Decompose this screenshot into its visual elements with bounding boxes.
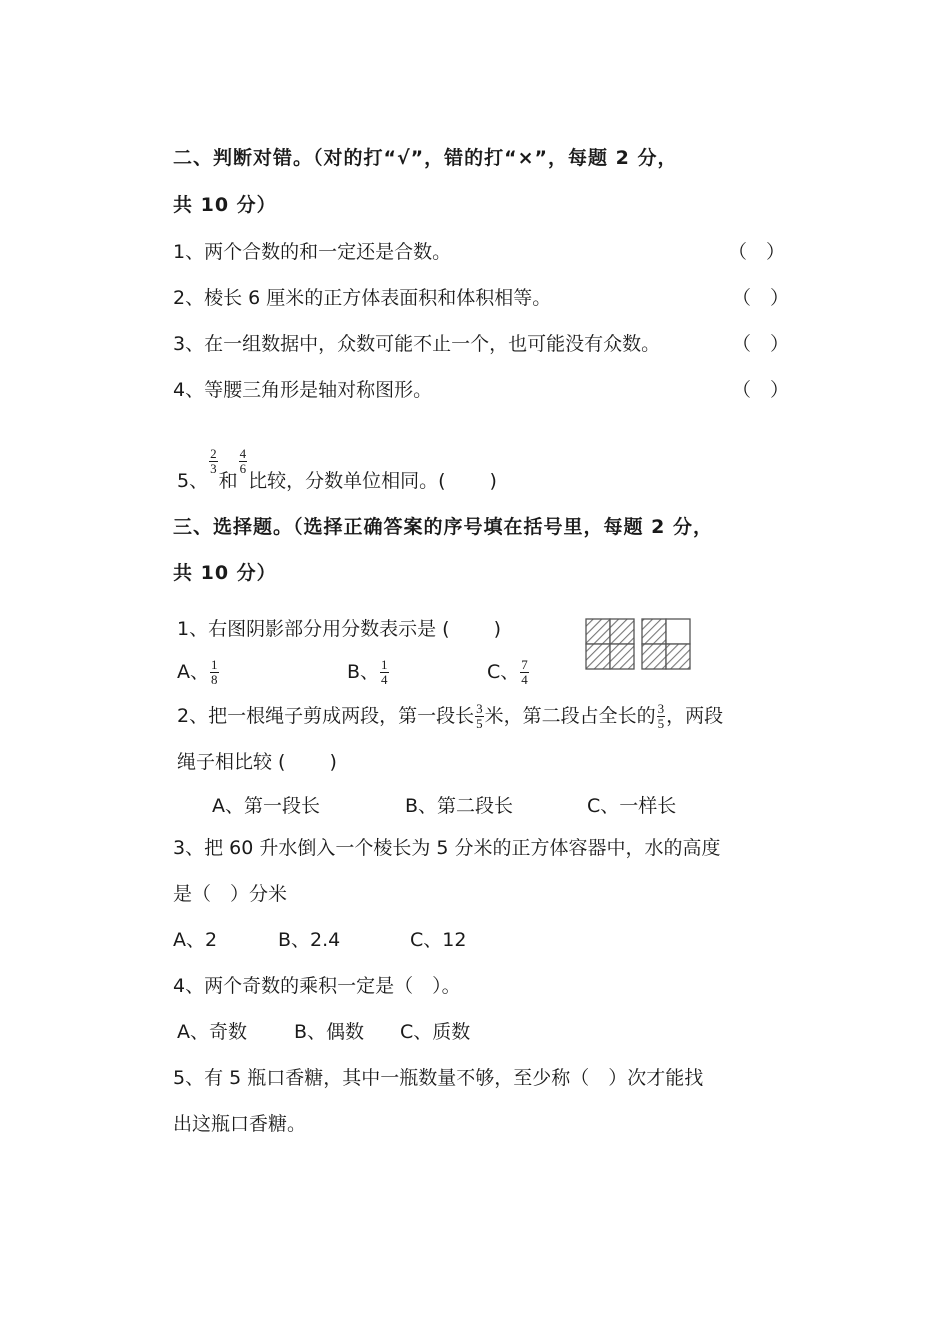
choice-q3-line1: 3、把 60 升水倒入一个棱长为 5 分米的正方体容器中，水的高度 bbox=[173, 837, 721, 859]
section3-heading-line1: 三、选择题。（选择正确答案的序号填在括号里，每题 2 分， bbox=[173, 516, 713, 538]
judge-item-5-mid: 和 bbox=[218, 470, 238, 492]
judge-item-5 bbox=[177, 447, 497, 493]
judge-item-2: 2、棱长 6 厘米的正方体表面积和体积相等。 bbox=[173, 287, 552, 309]
choice-q4-text: 4、两个奇数的乘积一定是（ ）。 bbox=[173, 975, 461, 997]
left-square bbox=[586, 619, 634, 669]
q1-option-b[interactable]: B、 $\frac{1}{4}$ bbox=[347, 657, 388, 687]
judge-blank-3[interactable]: （ ） bbox=[732, 333, 790, 355]
choice-q5-line2: 出这瓶口香糖。 bbox=[173, 1113, 307, 1135]
q2-fraction-1: $\frac{3}{5}$ bbox=[476, 701, 483, 731]
section2-heading-line2: 共 10 分） bbox=[173, 194, 277, 216]
q1-option-a-fraction: $\frac{1}{8}$ bbox=[211, 657, 218, 687]
judge-blank-2[interactable]: （ ） bbox=[732, 287, 790, 309]
right-square bbox=[642, 619, 690, 669]
choice-q2-line2: 绳子相比较 ( ) bbox=[177, 751, 337, 773]
cell-5 bbox=[642, 619, 666, 644]
section3-heading-line2: 共 10 分） bbox=[173, 562, 277, 584]
q4-option-a[interactable]: A、奇数 bbox=[177, 1021, 247, 1043]
choice-q3-line2: 是（ ）分米 bbox=[173, 883, 288, 905]
q3-option-c[interactable]: C、12 bbox=[410, 929, 467, 951]
q2-option-a[interactable]: A、第一段长 bbox=[212, 795, 320, 817]
q1-option-c-fraction: $\frac{7}{4}$ bbox=[521, 657, 528, 687]
cell-1 bbox=[586, 619, 610, 644]
judge-item-5-prefix: 5、 bbox=[177, 470, 209, 492]
cell-8 bbox=[666, 644, 690, 669]
q3-option-a[interactable]: A、2 bbox=[173, 929, 218, 951]
judge-item-1: 1、两个合数的和一定还是合数。 bbox=[173, 241, 452, 263]
judge-item-3: 3、在一组数据中，众数可能不止一个，也可能没有众数。 bbox=[173, 333, 661, 355]
q4-option-c[interactable]: C、质数 bbox=[400, 1021, 471, 1043]
cell-4 bbox=[610, 644, 634, 669]
judge-blank-4[interactable]: （ ） bbox=[732, 379, 790, 401]
q4-option-b[interactable]: B、偶数 bbox=[294, 1021, 365, 1043]
q3-option-b[interactable]: B、2.4 bbox=[278, 929, 341, 951]
q1-option-c[interactable]: C、 $\frac{7}{4}$ bbox=[487, 657, 528, 687]
choice-q5-line1: 5、有 5 瓶口香糖，其中一瓶数量不够，至少称（ ）次才能找 bbox=[173, 1067, 704, 1089]
judge-item-4: 4、等腰三角形是轴对称图形。 bbox=[173, 379, 433, 401]
q1-option-b-fraction: $\frac{1}{4}$ bbox=[381, 657, 388, 687]
q2-fraction-2: $\frac{3}{5}$ bbox=[657, 701, 665, 731]
q2-option-b[interactable]: B、第二段长 bbox=[405, 795, 514, 817]
fraction-four-sixths: $\frac{4}{6}$ bbox=[239, 446, 247, 476]
cell-6 bbox=[666, 619, 690, 644]
cell-2 bbox=[610, 619, 634, 644]
section2-heading-line1: 二、判断对错。（对的打“√”，错的打“×”，每题 2 分， bbox=[173, 147, 678, 169]
cell-3 bbox=[586, 644, 610, 669]
fraction-two-thirds: $\frac{2}{3}$ bbox=[210, 446, 217, 476]
choice-q1-text: 1、右图阴影部分用分数表示是 ( ) bbox=[177, 618, 501, 640]
judge-item-5-suffix: 比较，分数单位相同。( ) bbox=[248, 470, 497, 492]
choice-q2-line1: 2、把一根绳子剪成两段，第一段长 $\frac{3}{5}$ 米，第二段占全长的 $\frac{3}{5}$ ，两段 bbox=[177, 701, 724, 731]
q1-option-a[interactable]: A、 $\frac{1}{8}$ bbox=[177, 657, 218, 687]
q2-option-c[interactable]: C、一样长 bbox=[587, 795, 677, 817]
judge-blank-1[interactable]: （ ） bbox=[728, 241, 786, 263]
cell-7 bbox=[642, 644, 666, 669]
shaded-grid-figure bbox=[585, 618, 693, 672]
